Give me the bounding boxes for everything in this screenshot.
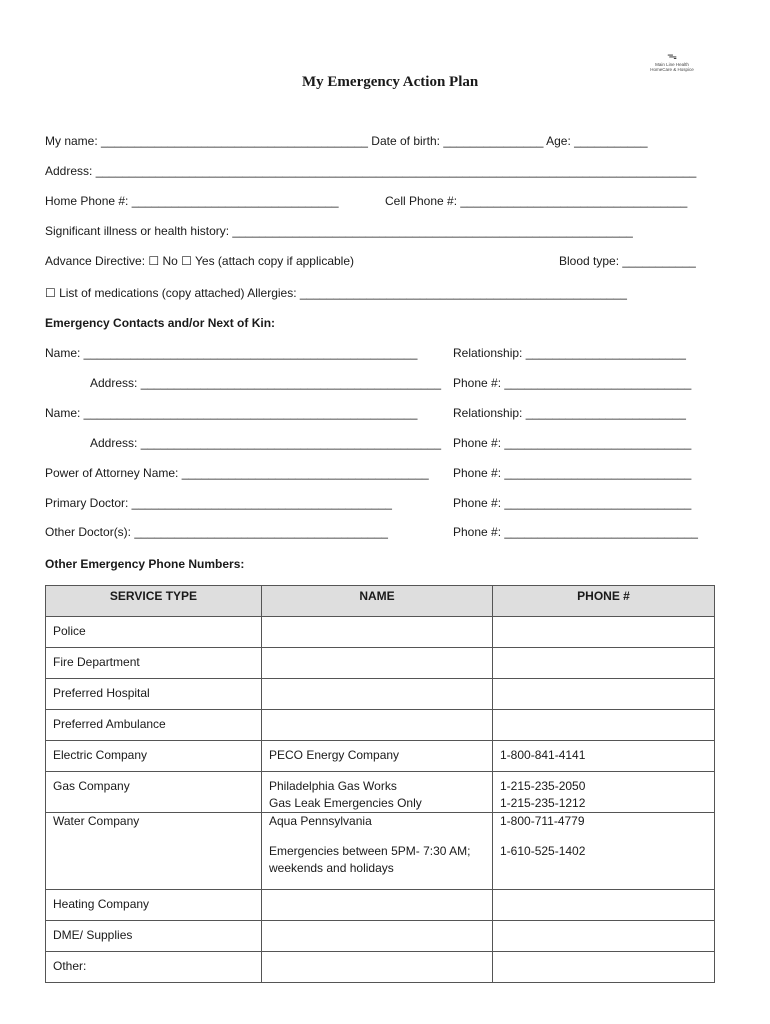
phone-line: 1-610-525-1402 xyxy=(500,844,586,858)
name-cell xyxy=(262,813,493,890)
contact2-address-field[interactable]: Address: _____________________________________________ xyxy=(90,436,442,450)
column-header-service-type: SERVICE TYPE xyxy=(46,586,262,617)
primary-doctor-phone-field[interactable]: Phone #: ____________________________ xyxy=(453,496,692,510)
other-doctor-phone-field[interactable]: Phone #: _____________________________ xyxy=(453,525,698,539)
home-phone-field[interactable]: Home Phone #: _______________________________ xyxy=(45,194,339,208)
name-dob-age-field[interactable]: My name: ________________________________________ Date of birth: _______________ Age: ___________ xyxy=(45,134,648,148)
phone-line: 1-800-711-4779 xyxy=(500,814,585,828)
phone-cell[interactable] xyxy=(493,890,715,921)
name-cell: Philadelphia Gas Works Gas Leak Emergencies Only xyxy=(262,772,493,813)
service-cell: Preferred Ambulance xyxy=(46,710,262,741)
cell-phone-field[interactable]: Cell Phone #: __________________________________ xyxy=(385,194,688,208)
name-cell: PECO Energy Company xyxy=(262,741,493,772)
organization-logo xyxy=(644,52,700,72)
phone-cell[interactable] xyxy=(493,617,715,648)
contact1-phone-field[interactable]: Phone #: ____________________________ xyxy=(453,376,692,390)
name-cell[interactable] xyxy=(262,890,493,921)
other-phone-numbers-heading: Other Emergency Phone Numbers: xyxy=(45,557,245,571)
table-row xyxy=(46,813,715,890)
contact1-name-field[interactable]: Name: __________________________________________________ xyxy=(45,346,418,360)
service-cell: DME/ Supplies xyxy=(46,921,262,952)
table-row xyxy=(46,921,715,952)
blood-type-field[interactable]: Blood type: ___________ xyxy=(559,254,696,268)
service-cell: Heating Company xyxy=(46,890,262,921)
table-row xyxy=(46,772,715,813)
advance-directive-options[interactable]: Advance Directive: ☐ No ☐ Yes (attach copy if applicable) xyxy=(45,254,354,268)
column-header-phone: PHONE # xyxy=(493,586,715,617)
page-title: My Emergency Action Plan xyxy=(302,74,479,90)
phone-cell[interactable] xyxy=(493,679,715,710)
logo-icon: ᯓ xyxy=(667,51,677,62)
primary-doctor-field[interactable]: Primary Doctor: _______________________________________ xyxy=(45,496,392,510)
name-cell[interactable] xyxy=(262,952,493,983)
name-cell[interactable] xyxy=(262,710,493,741)
other-doctor-field[interactable]: Other Doctor(s): ______________________________________ xyxy=(45,525,388,539)
table-header-row xyxy=(46,586,715,617)
contact2-name-field[interactable]: Name: __________________________________________________ xyxy=(45,406,418,420)
name-cell[interactable] xyxy=(262,648,493,679)
service-cell: Gas Company xyxy=(46,772,262,813)
contact2-phone-field[interactable]: Phone #: ____________________________ xyxy=(453,436,692,450)
name-cell[interactable] xyxy=(262,921,493,952)
phone-cell[interactable] xyxy=(493,921,715,952)
power-of-attorney-field[interactable]: Power of Attorney Name: _____________________________________ xyxy=(45,466,429,480)
contact2-relationship-field[interactable]: Relationship: ________________________ xyxy=(453,406,686,420)
illness-history-field[interactable]: Significant illness or health history: ____________________________________________________________ xyxy=(45,224,633,238)
service-cell: Preferred Hospital xyxy=(46,679,262,710)
logo-line-1: Main Line Health xyxy=(655,62,689,67)
logo-line-2: HomeCare & Hospice xyxy=(650,67,694,72)
table-row xyxy=(46,890,715,921)
service-cell: Other: xyxy=(46,952,262,983)
table-row xyxy=(46,741,715,772)
table-row xyxy=(46,617,715,648)
service-cell: Electric Company xyxy=(46,741,262,772)
name-line: Emergencies between 5PM- 7:30 AM; weekends and holidays xyxy=(269,844,471,875)
table-row xyxy=(46,648,715,679)
poa-phone-field[interactable]: Phone #: ____________________________ xyxy=(453,466,692,480)
address-field[interactable]: Address: __________________________________________________________________________________________ xyxy=(45,164,697,178)
contact1-relationship-field[interactable]: Relationship: ________________________ xyxy=(453,346,686,360)
service-cell: Fire Department xyxy=(46,648,262,679)
phone-cell xyxy=(493,813,715,890)
service-cell: Water Company xyxy=(46,813,262,890)
service-cell: Police xyxy=(46,617,262,648)
medications-allergies-field[interactable]: ☐ List of medications (copy attached) Allergies: _________________________________________________ xyxy=(45,286,627,300)
emergency-contacts-heading: Emergency Contacts and/or Next of Kin: xyxy=(45,316,276,330)
phone-cell[interactable] xyxy=(493,710,715,741)
phone-cell: 1-800-841-4141 xyxy=(493,741,715,772)
emergency-phone-table xyxy=(45,585,715,983)
contact1-address-field[interactable]: Address: _____________________________________________ xyxy=(90,376,442,390)
name-line: Aqua Pennsylvania xyxy=(269,814,372,828)
table-row xyxy=(46,710,715,741)
column-header-name: NAME xyxy=(262,586,493,617)
phone-cell: 1-215-235-2050 1-215-235-1212 xyxy=(493,772,715,813)
name-cell[interactable] xyxy=(262,679,493,710)
table-row xyxy=(46,679,715,710)
name-cell[interactable] xyxy=(262,617,493,648)
table-row xyxy=(46,952,715,983)
phone-cell[interactable] xyxy=(493,648,715,679)
phone-cell[interactable] xyxy=(493,952,715,983)
